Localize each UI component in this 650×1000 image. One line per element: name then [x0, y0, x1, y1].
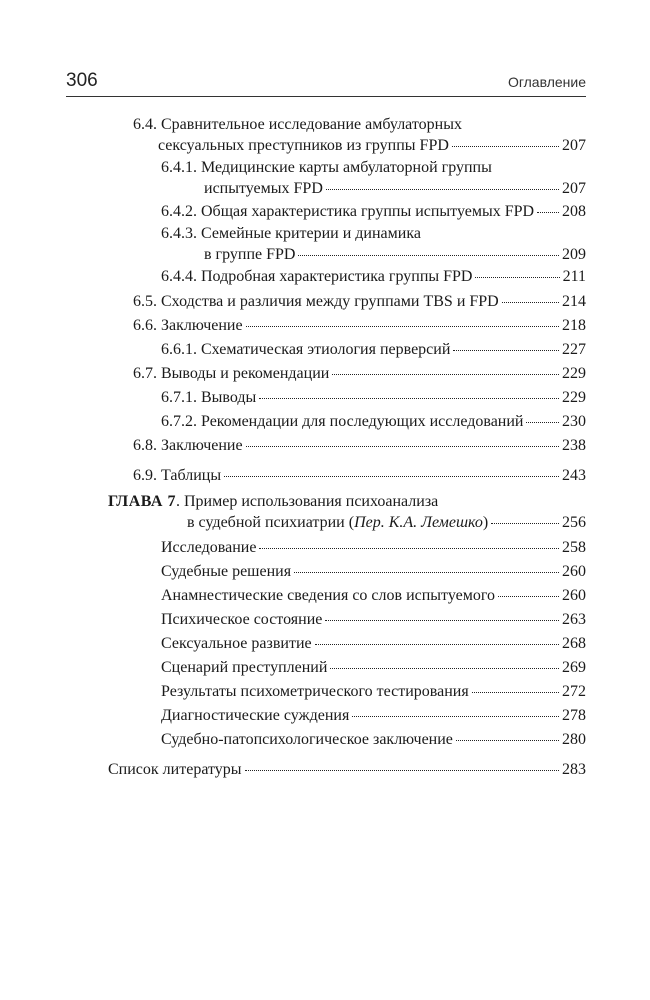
toc-entry-forensic-conclusion[interactable]: [161, 729, 586, 750]
toc-entry-6-6[interactable]: [133, 315, 586, 336]
dot-leader: [298, 253, 559, 256]
toc-title-line1: Медицинские карты амбулаторной группы: [201, 159, 492, 176]
toc-number: 6.4.1.: [161, 159, 197, 176]
translator-credit: Пер. К.А. Лемешко: [354, 514, 483, 531]
toc-number: 6.7.: [133, 365, 157, 382]
toc-page: 230: [562, 413, 586, 430]
toc-entry-research[interactable]: [161, 537, 586, 558]
toc-page: 260: [562, 563, 586, 580]
dot-leader: [352, 714, 559, 717]
toc-page: 278: [562, 707, 586, 724]
toc-title-line2: испытуемых FPD: [204, 180, 323, 197]
toc-page: 214: [562, 293, 586, 310]
toc-number: 6.5.: [133, 293, 157, 310]
dot-leader: [537, 210, 559, 213]
dot-leader: [330, 666, 559, 669]
chapter-label: ГЛАВА 7: [108, 493, 176, 510]
toc-title: Результаты психометрического тестирования: [161, 683, 469, 700]
dot-leader: [452, 144, 559, 147]
toc-entry-6-7-2[interactable]: [161, 411, 586, 432]
toc-page: 227: [562, 341, 586, 358]
toc-number: 6.4.3.: [161, 225, 197, 242]
toc-title-line1: Сравнительное исследование амбулаторных: [161, 116, 462, 133]
toc-title: Судебные решения: [161, 563, 292, 580]
toc-number: 6.4.: [133, 116, 157, 133]
toc-entry-diagnostic-judgments[interactable]: [161, 705, 586, 726]
toc-page: 238: [562, 437, 586, 454]
toc-title: Заключение: [161, 317, 243, 334]
toc-page: 208: [562, 203, 586, 220]
toc-entry-6-9[interactable]: [133, 465, 586, 486]
toc-page: 269: [562, 659, 586, 676]
toc-entry-6-4-4[interactable]: [161, 266, 586, 287]
toc-entry-psychometric-results[interactable]: [161, 681, 586, 702]
toc-entry-sexual-development[interactable]: [161, 633, 586, 654]
dot-leader: [246, 324, 559, 327]
toc-title: Рекомендации для последующих исследований: [201, 413, 524, 430]
toc-number: 6.7.2.: [161, 413, 197, 430]
toc-page: 211: [562, 268, 586, 285]
toc-entry-crime-scenario[interactable]: [161, 657, 586, 678]
toc-title: Диагностические суждения: [161, 707, 350, 724]
toc-entry-6-4-2[interactable]: [161, 201, 586, 222]
chapter-title-line2-end: ): [482, 514, 489, 531]
toc-entry-6-7[interactable]: [133, 363, 586, 384]
toc-title: Заключение: [161, 437, 243, 454]
toc-page: 207: [562, 180, 586, 197]
toc-entry-6-8[interactable]: [133, 435, 586, 456]
toc-title-line2: сексуальных преступников из группы FPD: [158, 137, 449, 154]
chapter-title-line1: . Пример использования психоанализа: [175, 493, 439, 510]
toc-number: 6.4.2.: [161, 203, 197, 220]
toc-title-line1: Семейные критерии и динамика: [201, 225, 421, 242]
toc-number: 6.6.: [133, 317, 157, 334]
dot-leader: [294, 570, 559, 573]
toc-entry-court-decisions[interactable]: [161, 561, 586, 582]
toc-page: 283: [562, 761, 586, 778]
toc-page: 260: [562, 587, 586, 604]
toc-page: 272: [562, 683, 586, 700]
toc-page: 263: [562, 611, 586, 628]
toc-number: 6.7.1.: [161, 389, 197, 406]
dot-leader: [526, 420, 559, 423]
toc-page: 280: [562, 731, 586, 748]
chapter-title-line2: в судебной психиатрии (: [187, 514, 355, 531]
dot-leader: [224, 474, 559, 477]
dot-leader: [498, 594, 559, 597]
toc-title: Исследование: [161, 539, 257, 556]
toc-page: 256: [562, 514, 586, 531]
toc-title: Психическое состояние: [161, 611, 323, 628]
dot-leader: [315, 642, 559, 645]
toc-entry-bibliography[interactable]: [108, 759, 586, 780]
dot-leader: [259, 396, 559, 399]
dot-leader: [332, 372, 559, 375]
toc-title: Сексуальное развитие: [161, 635, 312, 652]
toc-number: 6.8.: [133, 437, 157, 454]
dot-leader: [245, 768, 559, 771]
toc-title: Список литературы: [108, 761, 242, 778]
toc-title: Судебно-патопсихологическое заключение: [161, 731, 453, 748]
toc-entry-6-4-1[interactable]: [161, 157, 586, 199]
toc-title: Таблицы: [161, 467, 222, 484]
dot-leader: [502, 300, 559, 303]
dot-leader: [456, 738, 559, 741]
toc-chapter-7[interactable]: [108, 491, 586, 533]
toc-title: Сценарий преступлений: [161, 659, 328, 676]
toc-title: Подробная характеристика группы FPD: [201, 268, 473, 285]
toc-entry-6-4[interactable]: [133, 114, 586, 156]
toc-page: 218: [562, 317, 586, 334]
toc-entry-anamnesis[interactable]: [161, 585, 586, 606]
dot-leader: [453, 348, 559, 351]
toc-title: Общая характеристика группы испытуемых FPD: [201, 203, 535, 220]
toc-number: 6.6.1.: [161, 341, 197, 358]
dot-leader: [326, 187, 559, 190]
dot-leader: [246, 444, 559, 447]
toc-page: 207: [562, 137, 586, 154]
dot-leader: [259, 546, 559, 549]
toc-page: 258: [562, 539, 586, 556]
toc-title-line2: в группе FPD: [204, 246, 296, 263]
toc-number: 6.4.4.: [161, 268, 197, 285]
toc-title: Сходства и различия между группами TBS и FPD: [161, 293, 499, 310]
toc-title: Выводы и рекомендации: [161, 365, 330, 382]
toc-entry-6-5[interactable]: [133, 291, 586, 312]
dot-leader: [472, 690, 559, 693]
toc-entry-6-4-3[interactable]: [161, 223, 586, 265]
dot-leader: [475, 275, 559, 278]
toc-page: 268: [562, 635, 586, 652]
toc-number: 6.9.: [133, 467, 157, 484]
toc-page: 229: [562, 389, 586, 406]
toc-title: Схематическая этиология перверсий: [201, 341, 451, 358]
toc-title: Выводы: [201, 389, 257, 406]
page-number: 306: [66, 70, 98, 91]
toc-page: 243: [562, 467, 586, 484]
toc-entry-6-7-1[interactable]: [161, 387, 586, 408]
dot-leader: [491, 521, 559, 524]
toc-entry-mental-state[interactable]: [161, 609, 586, 630]
dot-leader: [325, 618, 559, 621]
toc-title: Анамнестические сведения со слов испытуемого: [161, 587, 496, 604]
running-title: Оглавление: [507, 74, 586, 90]
toc-page: 229: [562, 365, 586, 382]
toc-entry-6-6-1[interactable]: [161, 339, 586, 360]
toc-page: 209: [562, 246, 586, 263]
